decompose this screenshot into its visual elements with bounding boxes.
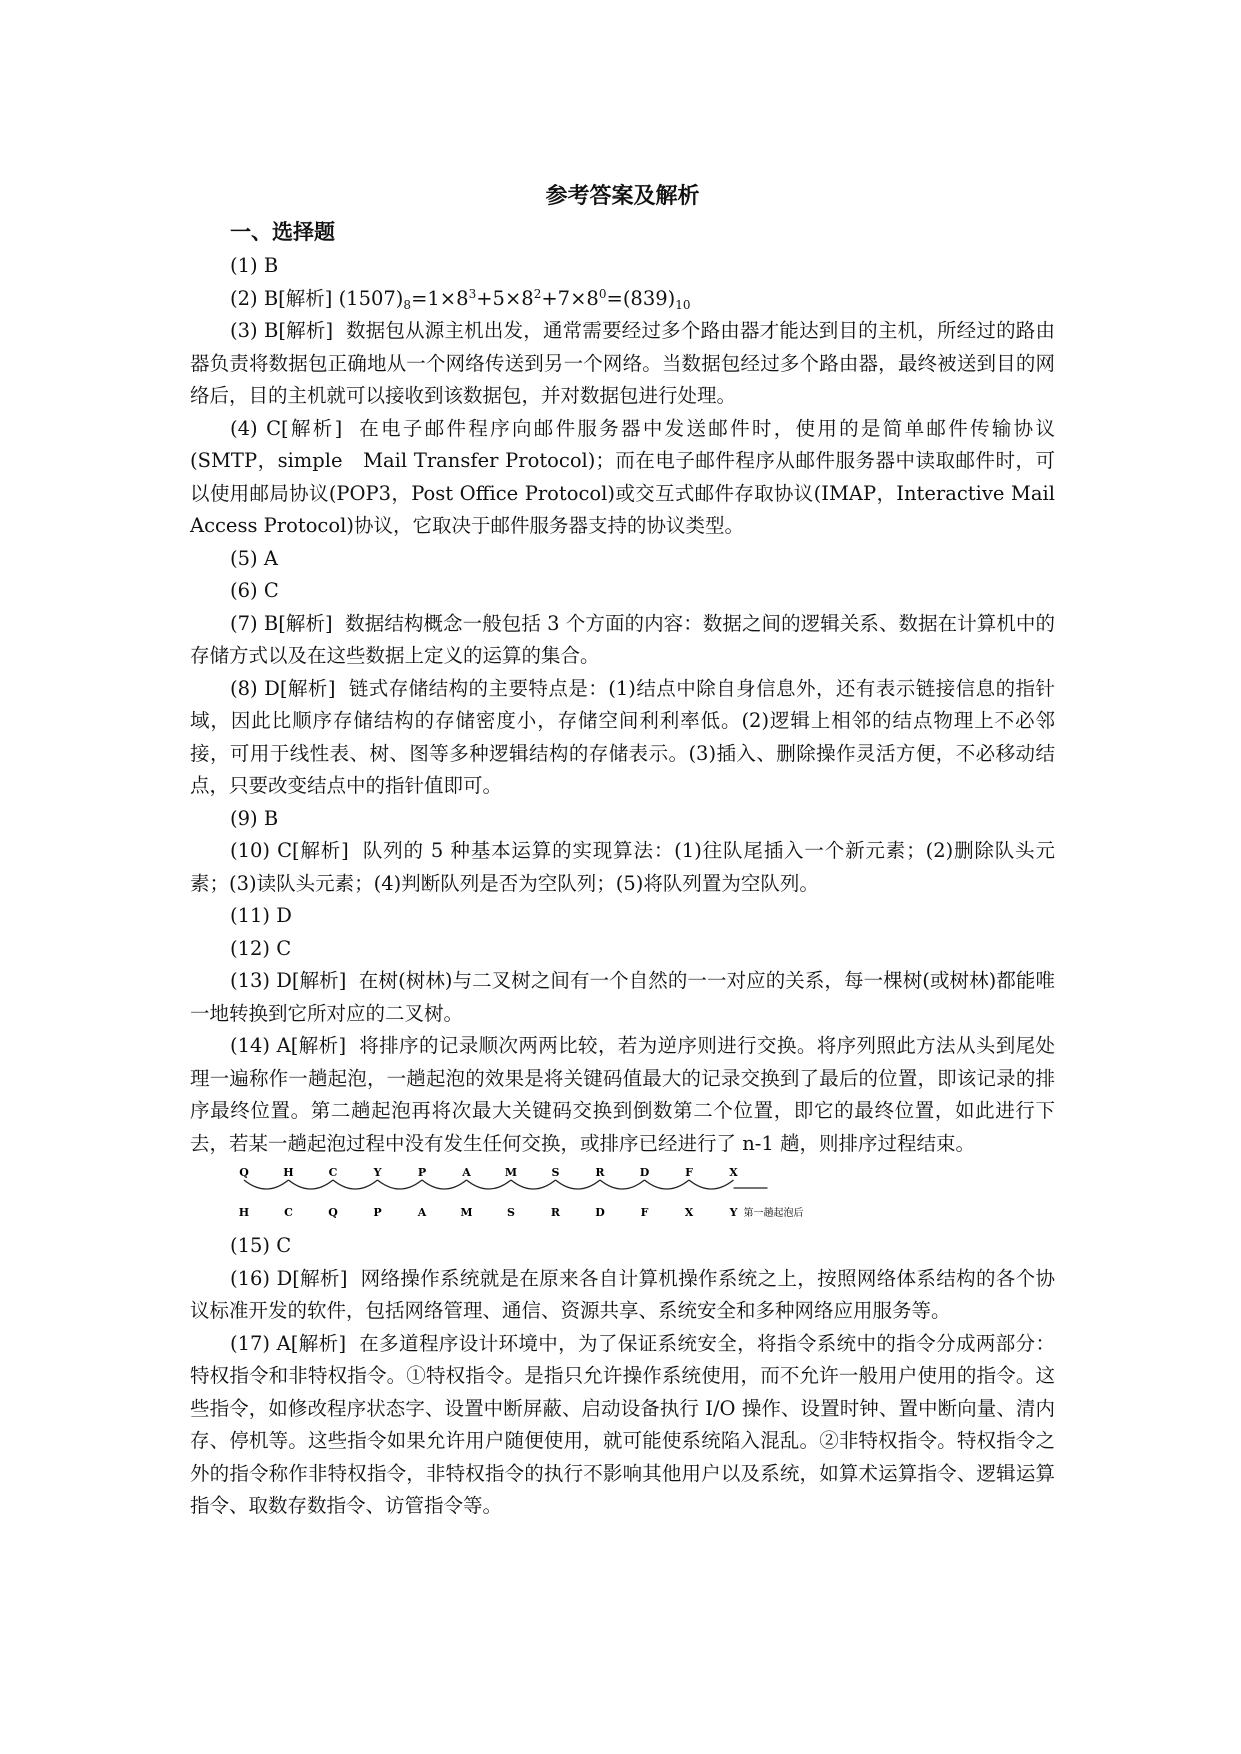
diagram-bottom-label: X [684, 1206, 694, 1219]
diagram-top-label: R [595, 1166, 605, 1179]
diagram-top-label: P [417, 1166, 427, 1179]
diagram-bottom-label: A [417, 1206, 427, 1219]
diagram-bottom-label: R [550, 1206, 561, 1219]
diagram-swap-arc [422, 1180, 467, 1189]
diagram-bottom-label: S [507, 1206, 515, 1219]
diagram-swap-arc [600, 1180, 645, 1189]
answer-17: (17) A[解析] 在多道程序设计环境中，为了保证系统安全，将指令系统中的指令分成两部分：特权指令和非特权指令。①特权指令。是指只允许操作系统使用，而不允许一般用户使用的指令。这些指令，如修改程序状态字、设置中断屏蔽、启动设备执行 I/O 操作、设置时钟、置中断向量、清内存、停机等。这些指令如果允许用户随便使用，就可能使系统陷入混乱。②非特权指令。特权指令之外的指令称作非特权指令，非特权指令的执行不影响其他用户以及系统，如算术运算指令、逻辑运算指令、取数存数指令、访管指令等。 [190, 1331, 1055, 1517]
answer-6: (6) C [230, 579, 279, 602]
diagram-top-label: C [328, 1166, 338, 1179]
diagram-bottom-label: Y [729, 1206, 738, 1219]
answer-12: (12) C [230, 936, 292, 960]
diagram-top-label: M [504, 1166, 518, 1179]
answer-2: (2) B[解析] $(1507)_8=1\times 8^3+5\times 8^2+7\times 8^0=(839)_{10}$ [230, 286, 691, 312]
diagram-top-label: H [283, 1166, 294, 1179]
answer-1: (1) B [230, 254, 279, 277]
diagram-top-label: A [462, 1166, 471, 1179]
formula: $(1507)_8=1\times 8^3+5\times 8^2+7\times 8^0=(839)_{10}$ [338, 286, 691, 312]
diagram-bottom-label: C [284, 1206, 293, 1219]
diagram-top-label: Q [239, 1166, 249, 1179]
diagram-top-label: S [551, 1166, 560, 1179]
diagram-bottom-label: F [640, 1206, 649, 1219]
diagram-bottom-label: D [595, 1206, 605, 1219]
diagram-bottom-label: M [460, 1206, 473, 1219]
answer-16: (16) D[解析] 网络操作系统就是在原来各自计算机操作系统之上，按照网络体系结构的各个协议标准开发的软件，包括网络管理、通信、资源共享、系统安全和多种网络应用服务等。 [190, 1266, 1055, 1322]
answer-14: (14) A[解析] 将排序的记录顺次两两比较，若为逆序则进行交换。将序列照此方法从头到尾处理一遍称作一趟起泡，一趟起泡的效果是将关键码值最大的记录交换到了最后的位置，即该记录的排序最终位置。第二趟起泡再将次最大关键码交换到倒数第二个位置，即它的最终位置，如此进行下去，若某一趟起泡过程中没有发生任何交换，或排序已经进行了 n-1 趟，则排序过程结束。 [190, 1034, 1055, 1155]
diagram-swap-arc [645, 1180, 690, 1189]
answer-8: (8) D[解析] 链式存储结构的主要特点是：(1)结点中除自身信息外，还有表示链接信息的指针域，因此比顺序存储结构的存储密度小，存储空间利利率低。(2)逻辑上相邻的结点物理上不必邻接，可用于线性表、树、图等多种逻辑结构的存储表示。(3)插入、删除操作灵活方便，不必移动结点，只要改变结点中的指针值即可。 [190, 676, 1055, 797]
diagram-swap-arc [289, 1180, 334, 1189]
answer-3: (3) B[解析] 数据包从源主机出发，通常需要经过多个路由器才能达到目的主机，所经过的路由器负责将数据包正确地从一个网络传送到另一个网络。当数据包经过多个路由器，最终被送到目的网络后，目的主机就可以接收到该数据包，并对数据包进行处理。 [190, 319, 1055, 407]
diagram-swap-arc [333, 1180, 378, 1189]
diagram-top-label: F [685, 1166, 693, 1179]
bubble-sort-diagram [238, 1164, 958, 1224]
answer-5: (5) A [230, 546, 278, 570]
answer-15: (15) C [230, 1234, 292, 1257]
answer-13: (13) D[解析] 在树(树林)与二叉树之间有一个自然的一一对应的关系，每一棵树(或树林)都能唯一地转换到它所对应的二叉树。 [190, 969, 1056, 1025]
diagram-bottom-label: Q [328, 1206, 338, 1219]
diagram-bottom-label: P [373, 1206, 382, 1219]
diagram-swap-arc [244, 1180, 289, 1189]
diagram-swap-arc [378, 1180, 423, 1189]
diagram-caption: 第一趟起泡后 [743, 1208, 804, 1219]
document-page [190, 180, 1055, 1523]
answer-10: (10) C[解析] 队列的 5 种基本运算的实现算法：(1)往队尾插入一个新元素；(2)删除队头元素；(3)读队头元素；(4)判断队列是否为空队列；(5)将队列置为空队列。 [190, 839, 1055, 895]
diagram-bottom-label: H [238, 1206, 250, 1219]
answer-9: (9) B [230, 806, 279, 830]
diagram-swap-arc [689, 1180, 734, 1189]
answer-11: (11) D [230, 904, 292, 927]
diagram-swap-arc [556, 1180, 601, 1189]
page-title: 参考答案及解析 [545, 183, 700, 209]
diagram-top-label: D [639, 1166, 650, 1179]
diagram-top-label: Y [373, 1166, 382, 1179]
diagram-swap-arc [511, 1180, 556, 1189]
answer-4: (4) C[解析] 在电子邮件程序向邮件服务器中发送邮件时，使用的是简单邮件传输协议(SMTP，simple Mail Transfer Protocol)；而在电子邮件程序从邮件服务器中读取邮件时，可以使用邮局协议(POP3，Post Office Protocol)或交互式邮件存取协议(IMAP，Interactive Mail Access Protocol)协议，它取决于邮件服务器支持的协议类型。 [190, 416, 1055, 537]
section-heading: 一、选择题 [230, 219, 335, 244]
answer-7: (7) B[解析] 数据结构概念一般包括 3 个方面的内容：数据之间的逻辑关系、数据在计算机中的存储方式以及在这些数据上定义的运算的集合。 [190, 611, 1055, 667]
diagram-swap-arc [467, 1180, 512, 1189]
diagram-top-label: X [729, 1166, 738, 1179]
